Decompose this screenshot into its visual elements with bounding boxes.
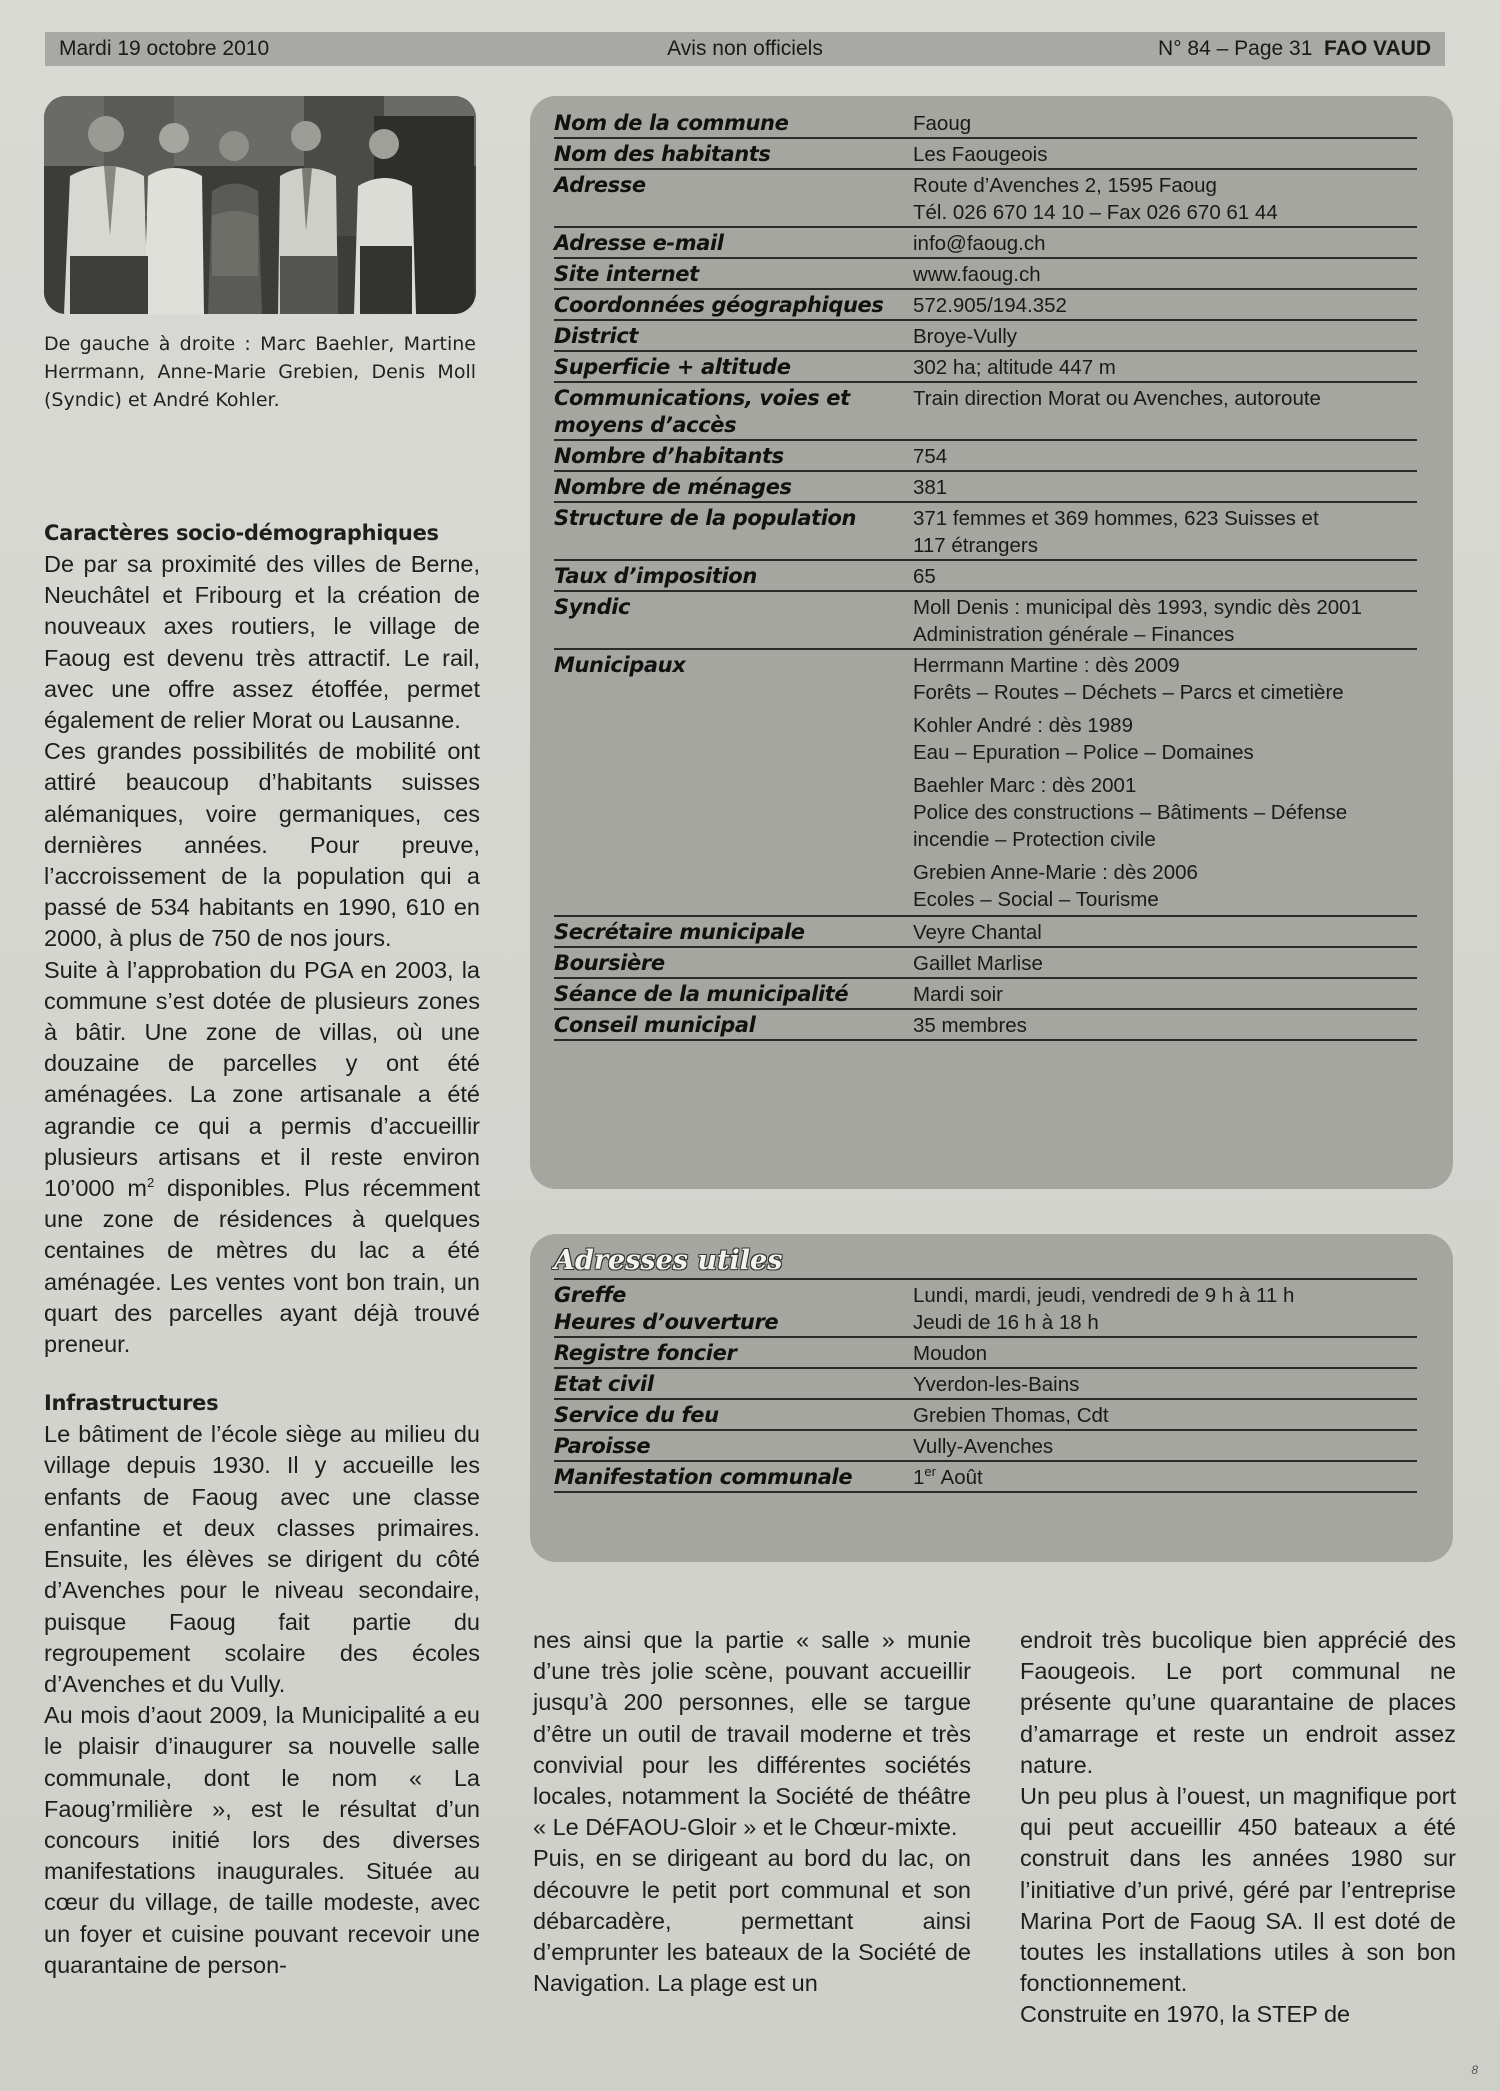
info-row [554, 290, 1417, 321]
info-value [913, 650, 1417, 915]
info-label: Syndic [554, 595, 631, 619]
article-paragraph: Ces grandes possibilités de mobilité ont attiré beaucoup d’habitants suisses alémaniques, voire germaniques, ces dernières années. Pour preuve, l’accroissement de la population qui a passé de 534 habitants en 1990, 610 en 2000, à plus de 750 de nos jours. [44, 738, 480, 952]
article-paragraph: Un peu plus à l’ouest, un magnifique port qui peut accueillir 450 bateaux a été construit dans les années 1980 sur l’initiative d’un privé, géré par l’entreprise Marina Port de Faoug SA. Il est doté de toutes les installations utiles à son bon fonctionnement. [1020, 1783, 1456, 1997]
info-row [554, 1400, 1417, 1431]
info-label: Municipaux [554, 653, 686, 677]
info-value: 572.905/194.352 [913, 294, 1067, 317]
info-label: Greffe Heures d’ouverture [554, 1283, 779, 1334]
info-value: 1er Août [913, 1464, 983, 1489]
commune-info-table [554, 108, 1417, 1041]
article-paragraph: Construite en 1970, la STEP de [1020, 2001, 1351, 2028]
info-label: Site internet [554, 262, 699, 286]
info-label: Nombre d’habitants [554, 444, 784, 468]
info-label: Taux d’imposition [554, 564, 757, 588]
article-paragraph: Suite à l’approbation du PGA en 2003, la commune s’est dotée de plusieurs zones à bâtir. Une zone de villas, où une douzaine de parcelles y ont été aménagées. La zone artisanale a été agrandie ce qui a permis d’accueillir plusieurs artisans et il reste environ 10’000 $m^2$ disponibles. Plus récemment une zone de résidences à quelques centaines de mètres du lac a été aménagée. Les ventes vont bon train, un quart des parcelles ayant déjà trouvé preneur. [44, 956, 480, 1358]
info-label: Coordonnées géographiques [554, 293, 884, 317]
info-row [554, 352, 1417, 383]
header-section: Avis non officiels [667, 37, 823, 60]
info-value: Mardi soir [913, 983, 1003, 1006]
info-value: Vully-Avenches [913, 1435, 1054, 1458]
info-row [554, 948, 1417, 979]
info-value: Gaillet Marlise [913, 952, 1043, 975]
article-column-3 [1020, 1625, 1456, 2031]
info-label: Structure de la population [554, 506, 857, 530]
info-row [554, 259, 1417, 290]
info-label: Adresse e-mail [554, 231, 724, 255]
info-row [554, 472, 1417, 503]
info-value: 35 membres [913, 1014, 1027, 1037]
info-value: Faoug [913, 112, 972, 135]
info-row [554, 321, 1417, 352]
municipal-member: Baehler Marc : dès 2001 Police des constructions – Bâtiments – Défense incendie – Protection civile [913, 774, 1348, 851]
article-column-2 [533, 1625, 971, 1999]
article-paragraph: De par sa proximité des villes de Berne, Neuchâtel et Fribourg et la création de nouveaux axes routiers, le village de Faoug est devenu très attractif. Le rail, avec une offre assez étoffée, permet également de relier Morat ou Lausanne. [44, 551, 480, 734]
info-row [554, 441, 1417, 472]
info-label: Adresse [554, 173, 646, 197]
article-column-1 [44, 518, 480, 1981]
useful-addresses-title: Adresses utiles [554, 1245, 783, 1276]
header-date: Mardi 19 octobre 2010 [59, 37, 270, 60]
info-value: Les Faougeois [913, 143, 1048, 166]
header-issue: N° 84 – Page 31 FAO VAUD [1158, 37, 1431, 60]
info-label: Paroisse [554, 1434, 651, 1458]
info-value: Route d’Avenches 2, 1595 Faoug Tél. 026 670 14 10 – Fax 026 670 61 44 [913, 174, 1278, 224]
info-label: Boursière [554, 951, 665, 975]
info-row [554, 592, 1417, 650]
info-value: Broye-Vully [913, 325, 1018, 348]
info-row [554, 1010, 1417, 1041]
info-value: Lundi, mardi, jeudi, vendredi de 9 h à 11 h Jeudi de 16 h à 18 h [913, 1284, 1295, 1334]
commune-info-panel [530, 96, 1453, 1189]
info-value: Grebien Thomas, Cdt [913, 1404, 1109, 1427]
info-row [554, 170, 1417, 228]
article-paragraph: Le bâtiment de l’école siège au milieu du village depuis 1930. Il y accueille les enfants de Faoug avec une classe enfantine et deux classes primaires. Ensuite, les élèves se dirigent du côté d’Avenches pour le niveau secondaire, puisque Faoug fait partie du regroupement scolaire des écoles d’Avenches et du Vully. [44, 1421, 480, 1697]
info-label: Secrétaire municipale [554, 920, 805, 944]
info-row-municipaux [554, 650, 1417, 917]
info-label: Communications, voies et moyens d’accès [554, 386, 850, 437]
info-value: Veyre Chantal [913, 921, 1042, 944]
article-paragraph: endroit très bucolique bien apprécié des Faougeois. Le port communal ne présente qu’une quarantaine de places d’amarrage et reste un endroit assez nature. [1020, 1627, 1456, 1778]
info-label: Etat civil [554, 1372, 654, 1396]
info-label: Service du feu [554, 1403, 719, 1427]
page-mark: 8 [1471, 2063, 1478, 2077]
municipality-photo [44, 96, 476, 314]
info-row [554, 1462, 1417, 1493]
info-row [554, 108, 1417, 139]
info-row [554, 561, 1417, 592]
useful-addresses-panel [530, 1234, 1453, 1562]
info-value: 371 femmes et 369 hommes, 623 Suisses et 117 étrangers [913, 507, 1319, 557]
info-label: Nombre de ménages [554, 475, 792, 499]
info-value: info@faoug.ch [913, 232, 1046, 255]
info-value: www.faoug.ch [913, 263, 1041, 286]
info-label: Séance de la municipalité [554, 982, 849, 1006]
article-paragraph: Au mois d’aout 2009, la Municipalité a eu le plaisir d’inaugurer sa nouvelle salle communale, dont le nom « La Faoug’rmilière », est le résultat d’un concours initié lors des diverses manifestations inaugurales. Située au cœur du village, de taille modeste, avec un foyer et cuisine pouvant recevoir une quarantaine de person- [44, 1702, 480, 1978]
info-value: 754 [913, 445, 948, 468]
info-value: Yverdon-les-Bains [913, 1373, 1080, 1396]
info-label: Superficie + altitude [554, 355, 791, 379]
municipal-member: Herrmann Martine : dès 2009 Forêts – Routes – Déchets – Parcs et cimetière [913, 654, 1344, 704]
municipal-member: Grebien Anne-Marie : dès 2006 Ecoles – Social – Tourisme [913, 861, 1198, 911]
section-heading: Caractères socio-démographiques [44, 521, 439, 545]
info-row [554, 1338, 1417, 1369]
info-row [554, 1431, 1417, 1462]
info-row [554, 228, 1417, 259]
photo-caption: De gauche à droite : Marc Baehler, Martine Herrmann, Anne-Marie Grebien, Denis Moll (Syndic) et André Kohler. [44, 333, 476, 411]
info-value: Train direction Morat ou Avenches, autoroute [913, 387, 1321, 410]
useful-addresses-table [554, 1244, 1417, 1493]
header-publication: FAO VAUD [1324, 37, 1431, 60]
info-row [554, 979, 1417, 1010]
info-row [554, 917, 1417, 948]
article-paragraph: Puis, en se dirigeant au bord du lac, on découvre le petit port communal et son débarcadère, permettant ainsi d’emprunter les bateaux de la Société de Navigation. La plage est un [533, 1845, 971, 1997]
info-label: Nom de la commune [554, 111, 789, 135]
info-row [554, 1280, 1417, 1338]
info-row [554, 139, 1417, 170]
section-heading: Infrastructures [44, 1391, 219, 1416]
info-value: 381 [913, 476, 948, 499]
page-header [45, 32, 1445, 66]
info-value: Moudon [913, 1342, 988, 1365]
municipal-member: Kohler André : dès 1989 Eau – Epuration – Police – Domaines [913, 714, 1254, 764]
info-value: Moll Denis : municipal dès 1993, syndic dès 2001 Administration générale – Finances [913, 596, 1362, 646]
info-label: Manifestation communale [554, 1465, 853, 1489]
info-value: 302 ha; altitude 447 m [913, 356, 1116, 379]
info-row [554, 383, 1417, 441]
info-label: Registre foncier [554, 1341, 737, 1365]
info-label: District [554, 324, 639, 348]
info-row [554, 503, 1417, 561]
info-value: 65 [913, 565, 936, 588]
info-label: Nom des habitants [554, 142, 771, 166]
info-row [554, 1369, 1417, 1400]
info-label: Conseil municipal [554, 1013, 756, 1037]
article-paragraph: nes ainsi que la partie « salle » munie d’une très jolie scène, pouvant accueillir jusqu’à 200 personnes, elle se targue d’être un outil de travail moderne et très convivial pour les différentes sociétés locales, notamment la Société de théâtre « Le DéFAOU-Gloir » et le Chœur-mixte. [533, 1627, 971, 1841]
